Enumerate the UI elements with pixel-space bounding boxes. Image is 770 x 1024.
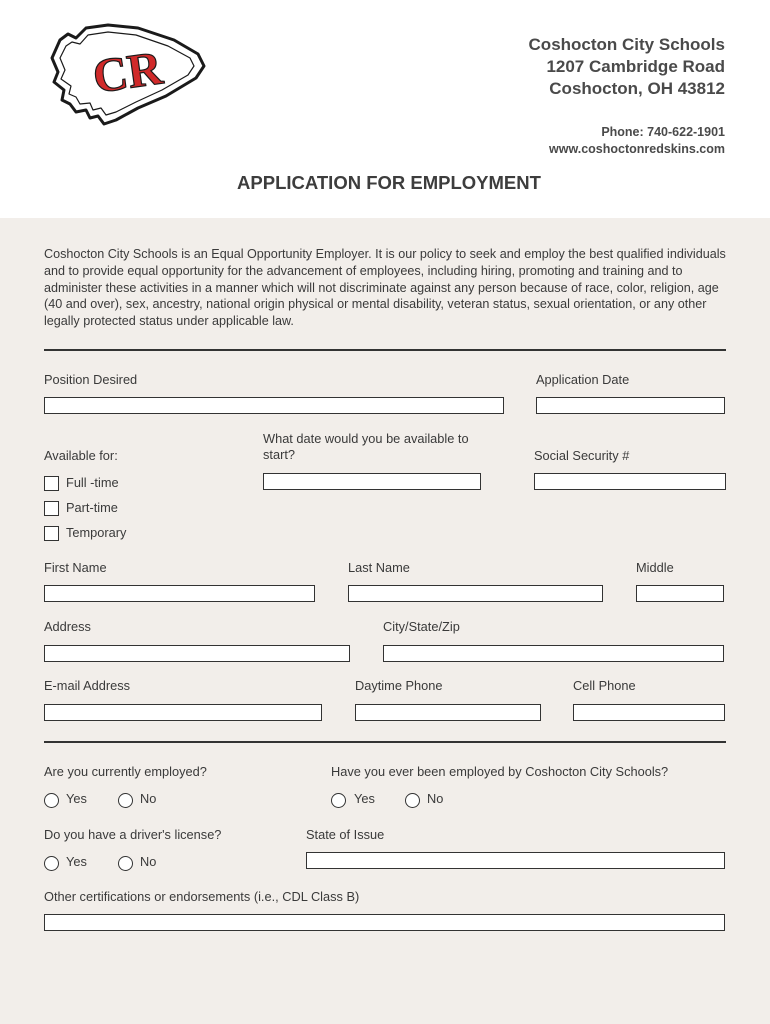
first-name-field[interactable] [44, 585, 315, 602]
daytime-phone-label: Daytime Phone [355, 678, 443, 693]
certifications-label: Other certifications or endorsements (i.e., CDL Class B) [44, 889, 360, 904]
full-time-label: Full -time [66, 475, 119, 490]
phone-number: Phone: 740-622-1901 [601, 125, 725, 139]
ssn-label: Social Security # [534, 448, 630, 463]
contact-block [549, 124, 725, 158]
daytime-phone-field[interactable] [355, 704, 541, 721]
application-date-label: Application Date [536, 372, 630, 387]
employed-by-ccs-no-label: No [427, 791, 444, 806]
section-divider [44, 349, 726, 351]
address-field[interactable] [44, 645, 350, 662]
employed-by-ccs-no-radio[interactable] [405, 793, 420, 808]
cell-phone-label: Cell Phone [573, 678, 636, 693]
website-link[interactable]: www.coshoctonredskins.com [549, 142, 725, 156]
address-label: Address [44, 619, 91, 634]
org-name: Coshocton City Schools [528, 35, 725, 54]
part-time-checkbox[interactable] [44, 501, 59, 516]
drivers-license-no-radio[interactable] [118, 856, 133, 871]
start-date-label: What date would you be available to start? [263, 431, 469, 462]
available-for-label: Available for: [44, 448, 118, 463]
school-address-block [529, 34, 725, 100]
employed-by-ccs-yes-label: Yes [354, 791, 375, 806]
first-name-label: First Name [44, 560, 107, 575]
temporary-checkbox[interactable] [44, 526, 59, 541]
currently-employed-yes-label: Yes [66, 791, 87, 806]
drivers-license-label: Do you have a driver's license? [44, 827, 222, 842]
city-state-zip-field[interactable] [383, 645, 724, 662]
drivers-license-no-label: No [140, 854, 157, 869]
middle-name-label: Middle [636, 560, 674, 575]
ssn-field[interactable] [534, 473, 726, 490]
full-time-checkbox[interactable] [44, 476, 59, 491]
state-of-issue-label: State of Issue [306, 827, 385, 842]
equal-opportunity-statement: Coshocton City Schools is an Equal Opportunity Employer. It is our policy to seek and employ the best qualified individuals and to provide equal opportunity for the advancement of employees, including hiring, promoting and training and to administer these activities in a manner which will not discriminate against any person because of race, color, religion, age (40 and over), sex, ancestry, national origin physical or mental disability, veteran status, sexual orientation, or any other legally protected status under applicable law. [44, 247, 726, 329]
currently-employed-label: Are you currently employed? [44, 764, 207, 779]
email-label: E-mail Address [44, 678, 131, 693]
employed-by-ccs-label: Have you ever been employed by Coshocton City Schools? [331, 764, 669, 779]
email-field[interactable] [44, 704, 322, 721]
cell-phone-field[interactable] [573, 704, 725, 721]
drivers-license-yes-radio[interactable] [44, 856, 59, 871]
position-desired-field[interactable] [44, 397, 504, 414]
school-logo [46, 20, 208, 130]
city-address: Coshocton, OH 43812 [549, 79, 725, 98]
currently-employed-yes-radio[interactable] [44, 793, 59, 808]
last-name-label: Last Name [348, 560, 410, 575]
application-date-field[interactable] [536, 397, 725, 414]
part-time-label: Part-time [66, 500, 118, 515]
start-date-field[interactable] [263, 473, 481, 490]
currently-employed-no-label: No [140, 791, 157, 806]
certifications-field[interactable] [44, 914, 725, 931]
currently-employed-no-radio[interactable] [118, 793, 133, 808]
last-name-field[interactable] [348, 585, 603, 602]
logo-text: CR [89, 41, 166, 104]
section-divider [44, 741, 726, 743]
state-of-issue-field[interactable] [306, 852, 725, 869]
drivers-license-yes-label: Yes [66, 854, 87, 869]
position-desired-label: Position Desired [44, 372, 138, 387]
city-state-zip-label: City/State/Zip [383, 619, 460, 634]
temporary-label: Temporary [66, 525, 127, 540]
employed-by-ccs-yes-radio[interactable] [331, 793, 346, 808]
middle-name-field[interactable] [636, 585, 724, 602]
page-title: APPLICATION FOR EMPLOYMENT [237, 172, 541, 193]
street-address: 1207 Cambridge Road [546, 57, 725, 76]
